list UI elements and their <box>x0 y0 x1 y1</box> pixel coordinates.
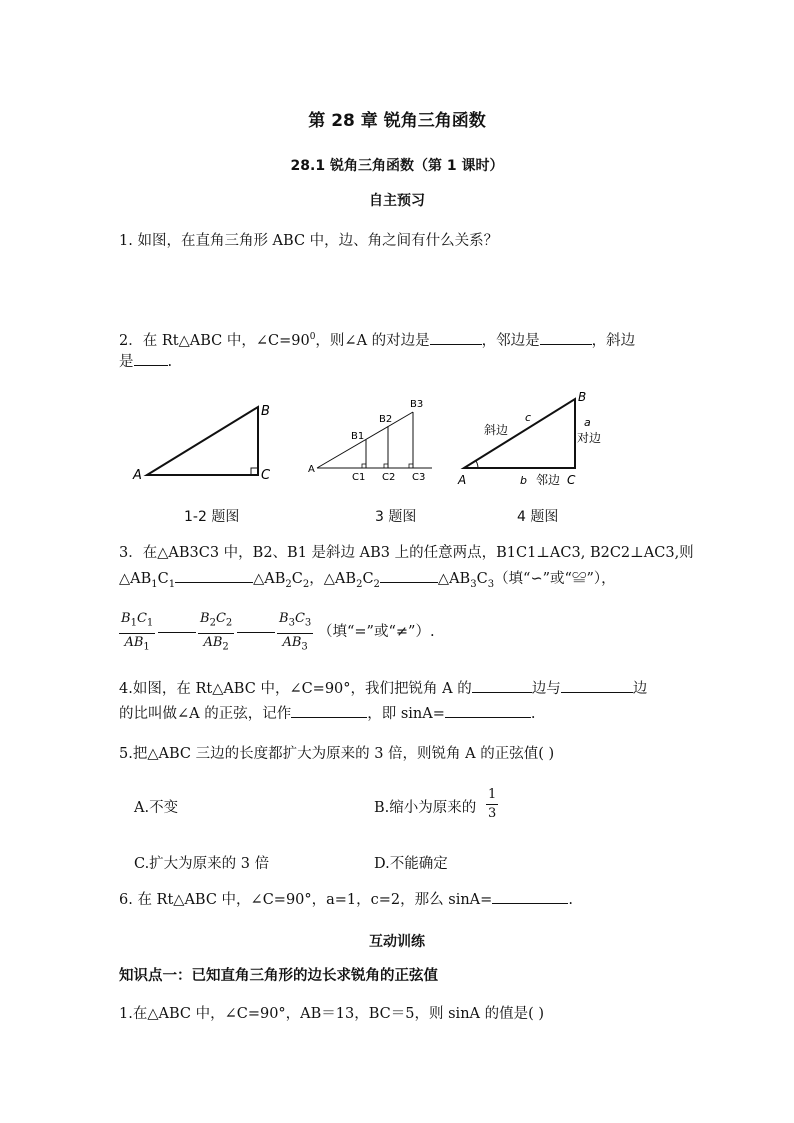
fig1-label-b: B <box>261 404 270 419</box>
question-4-line-1 <box>119 677 679 701</box>
q4-text-e: ，即 sinA= <box>367 706 445 722</box>
q2-text-a: 2．在 Rt△ABC 中，∠C=90 <box>119 332 310 349</box>
q2-text-hyp: ，斜 <box>591 332 621 349</box>
fig3-label-b1: B1 <box>351 431 365 442</box>
q5-option-a[interactable]: A.不变 <box>134 800 179 816</box>
q2-degree-sup: 0 <box>309 332 316 342</box>
fraction-b2c2-ab2: $\frac{B_2C_2}{AB_2}$ <box>200 611 233 653</box>
q6-blank[interactable] <box>492 889 568 904</box>
fig4-label-side-a: a <box>584 416 591 429</box>
fig1-label-c: C <box>261 468 271 483</box>
fig4-label-side-b: b <box>520 474 527 487</box>
q2-text-edge: 边 <box>620 332 636 349</box>
q5-option-b[interactable]: B.缩小为原来的 <box>374 800 477 816</box>
figures-svg <box>0 385 794 495</box>
q4-blank-1[interactable] <box>472 678 532 693</box>
q2-period: . <box>167 354 173 370</box>
q4-period: . <box>530 706 536 722</box>
question-3-line-2: $\triangle AB_1C_1$ $\triangle AB_2C_2$，$\triangle AB_2C_2$ $\triangle AB_3C_3$（填“∽”或“≌”）， <box>119 567 679 597</box>
q5-fraction-numerator: 1 <box>486 786 498 805</box>
fig4-label-side-c: c <box>525 411 532 424</box>
knowledge-point-1: 知识点一：已知直角三角形的边长求锐角的正弦值 <box>119 968 438 984</box>
q3-frac-blank-1[interactable] <box>158 618 196 633</box>
q3-frac-blank-2[interactable] <box>237 618 275 633</box>
fig4-label-hypotenuse: 斜边 <box>484 423 509 437</box>
q4-text-d: 的比叫做∠A 的正弦，记作 <box>119 706 292 722</box>
q3-frac-tail: （填“=”或“≠”）. <box>318 624 435 640</box>
section-preview-heading: 自主预习 <box>369 193 425 209</box>
fig4-label-c: C <box>567 473 576 487</box>
q4-blank-4[interactable] <box>445 703 531 718</box>
q2-blank-adjacent[interactable] <box>540 330 592 345</box>
fraction-b3c3-ab3: $\frac{B_3C_3}{AB_3}$ <box>279 611 312 653</box>
q5-option-c[interactable]: C.扩大为原来的 3 倍 <box>134 856 270 872</box>
section-practice-heading: 互动训练 <box>369 934 425 950</box>
q5-fraction-denominator: 3 <box>488 806 497 821</box>
q4-blank-2[interactable] <box>561 678 633 693</box>
question-6 <box>119 888 679 912</box>
fig4-label-opposite: 对边 <box>577 431 602 445</box>
figure-3-caption: 3 题图 <box>375 509 417 525</box>
figure-3-triangles <box>308 399 432 483</box>
figure-1-caption: 1-2 题图 <box>184 509 240 525</box>
q4-text-b: 边与 <box>531 681 561 697</box>
q3-line2-tail: （填“∽”或“≌”）， <box>494 571 616 587</box>
fig1-label-a: A <box>133 468 142 483</box>
chapter-title: 第 28 章 锐角三角函数 <box>308 111 486 131</box>
fig3-label-c1: C1 <box>352 472 366 483</box>
fig3-label-b3: B3 <box>410 399 424 410</box>
q2-text-adj: ，邻边是 <box>481 332 540 349</box>
question-3-line-1: 3．在△AB3C3 中，B2、B1 是斜边 AB3 上的任意两点，B1C1⊥AC3, B2C2⊥AC3,则 <box>119 545 694 561</box>
q4-blank-3[interactable] <box>291 703 367 718</box>
figure-4-triangle <box>457 390 601 487</box>
question-2-line-1 <box>119 325 679 353</box>
q6-text: 6. 在 Rt△ABC 中，∠C=90°，a=1，c=2，那么 sinA= <box>119 892 493 908</box>
q3-blank-1[interactable] <box>175 568 253 583</box>
q5-option-b-fraction <box>486 786 498 823</box>
q6-period: . <box>568 892 573 908</box>
q2-text-is: 是 <box>119 354 134 370</box>
fig3-label-a: A <box>308 464 315 475</box>
q2-blank-hypotenuse[interactable] <box>134 351 168 366</box>
q2-blank-opposite[interactable] <box>430 330 482 345</box>
fig3-label-c3: C3 <box>412 472 426 483</box>
question-4-line-2 <box>119 702 679 726</box>
fraction-b1c1-ab1: $\frac{B_1C_1}{AB_1}$ <box>121 611 154 653</box>
figure-4-caption: 4 题图 <box>517 509 559 525</box>
q4-text-a: 4.如图，在 Rt△ABC 中，∠C=90°，我们把锐角 A 的 <box>119 681 472 697</box>
question-1: 1. 如图，在直角三角形 ABC 中，边、角之间有什么关系？ <box>119 233 499 249</box>
question-2-line-2 <box>119 350 679 374</box>
fig4-label-b: B <box>578 390 587 404</box>
q2-text-b: ，则∠A 的对边是 <box>315 332 430 349</box>
fig3-label-c2: C2 <box>382 472 396 483</box>
fig4-label-a: A <box>458 473 467 487</box>
q5-option-d[interactable]: D.不能确定 <box>374 856 448 872</box>
fig4-label-adjacent: 邻边 <box>536 473 561 487</box>
fig3-label-b2: B2 <box>379 414 393 425</box>
practice-question-1: 1.在△ABC 中，∠C=90°，AB＝13，BC＝5，则 sinA 的值是( ) <box>119 1006 545 1022</box>
question-5: 5.把△ABC 三边的长度都扩大为原来的 3 倍，则锐角 A 的正弦值( ) <box>119 746 555 762</box>
q4-text-c: 边 <box>632 681 648 697</box>
q3-blank-2[interactable] <box>380 568 438 583</box>
figure-1-triangle <box>132 404 271 483</box>
lesson-title: 28.1 锐角三角函数（第 1 课时） <box>290 158 504 174</box>
